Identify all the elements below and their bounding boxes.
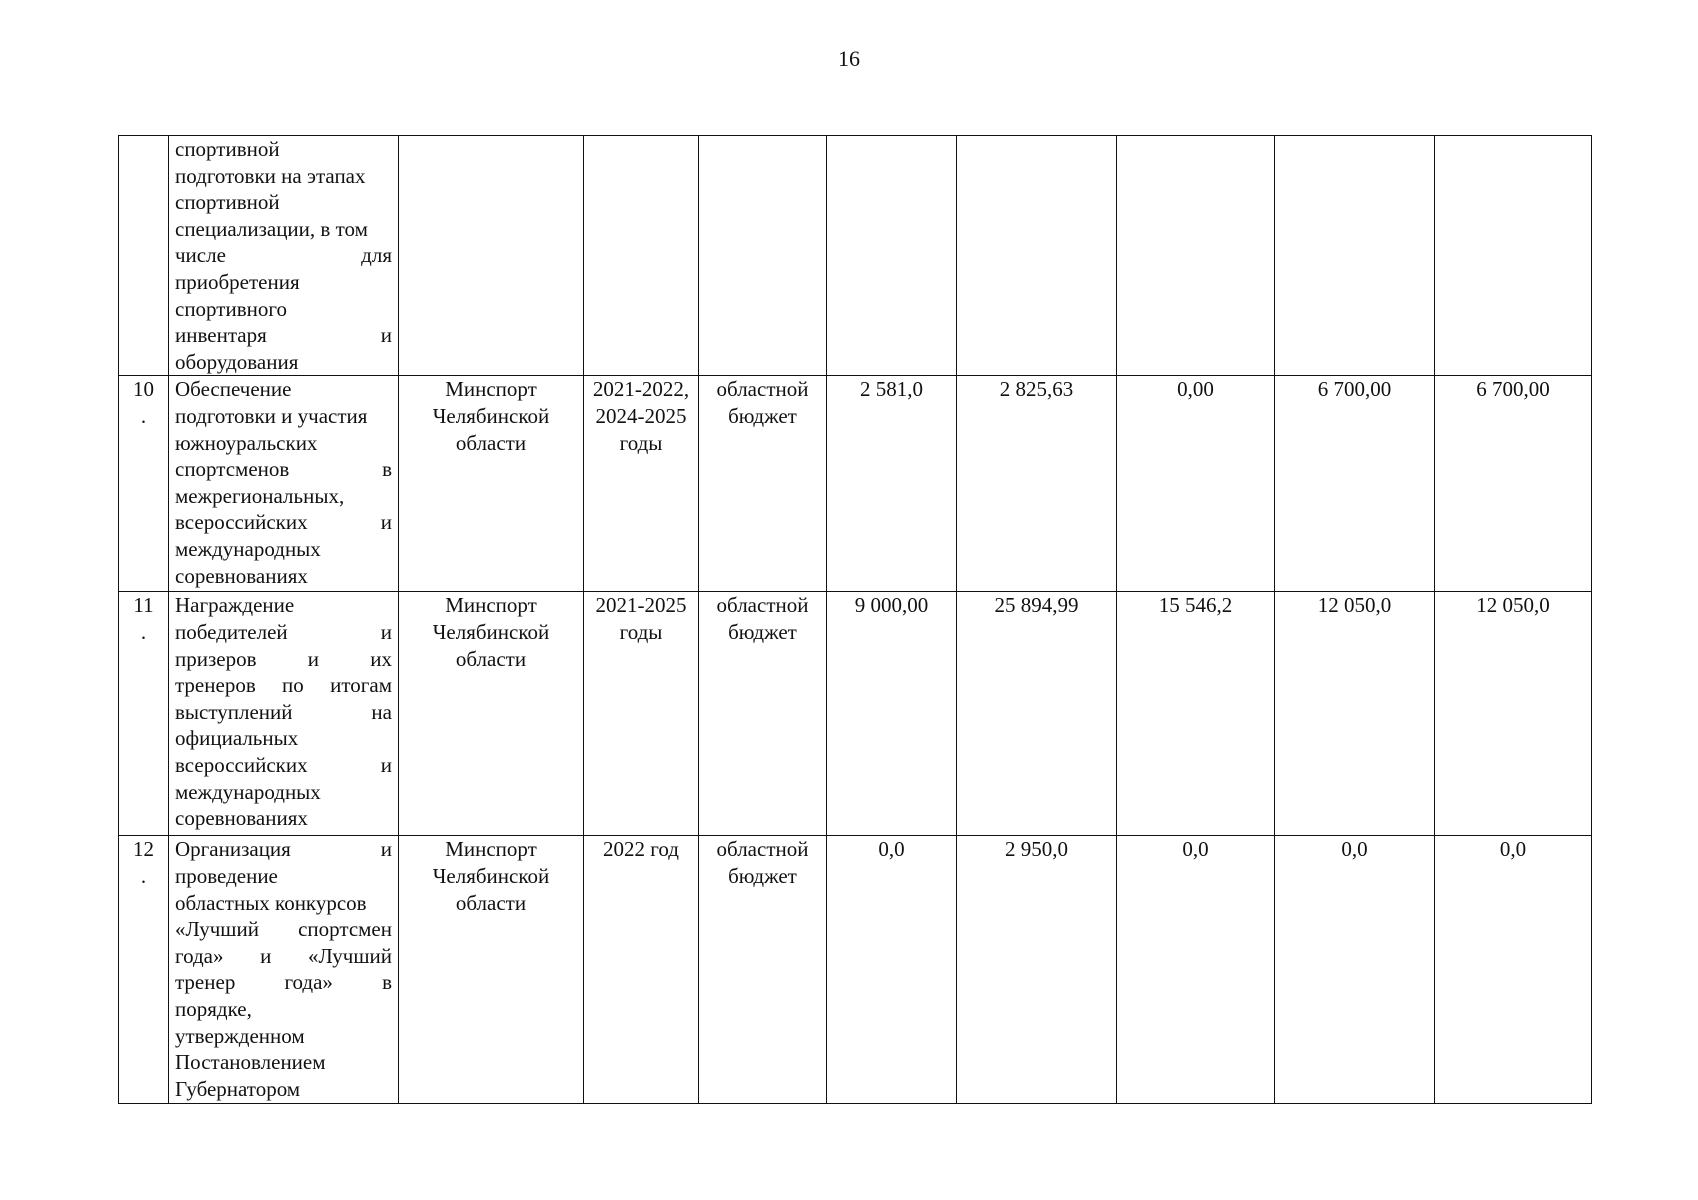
amount-cell: 15 546,2 [1117, 592, 1275, 836]
amount-cell: 6 700,00 [1275, 376, 1435, 592]
measure-name-line: выступлений на [175, 699, 392, 724]
measure-name-line: Организация и [175, 837, 392, 862]
executor-cell: Минспорт Челябинской области [399, 836, 584, 1104]
measure-name-line: утвержденном [175, 1023, 305, 1048]
measure-name-line: оборудования [175, 349, 299, 374]
measure-name [169, 592, 399, 836]
measure-name-line: спортивной [175, 190, 280, 215]
measure-name-line: Обеспечение [175, 377, 292, 402]
amount-cell: 9 000,00 [827, 592, 957, 836]
measure-name-line: Губернатором [175, 1076, 301, 1101]
amount-cell: 6 700,00 [1435, 376, 1592, 592]
amount-cell: 0,00 [1117, 376, 1275, 592]
measure-name [169, 136, 399, 376]
row-number [119, 592, 169, 836]
measure-name-line: тренер года» в [175, 970, 392, 995]
table-row [119, 836, 1592, 1104]
table-row [119, 592, 1592, 836]
measure-name-line: международных [175, 779, 321, 804]
measure-name-line: подготовки и участия [175, 403, 368, 428]
measure-name-line: инвентаря и [175, 323, 392, 348]
measure-name-line: специализации, в том [175, 216, 368, 241]
budget-table [118, 135, 1592, 1104]
row-number [119, 376, 169, 592]
amount-cell: 0,0 [827, 836, 957, 1104]
measure-name [169, 836, 399, 1104]
executor-cell: Минспорт Челябинской области [399, 376, 584, 592]
measure-name-line: официальных [175, 726, 299, 751]
row-number-dot: . [140, 403, 147, 428]
measure-name-line: областных конкурсов [175, 890, 367, 915]
measure-name-line: южноуральских [175, 430, 318, 455]
funding-source-cell: областной бюджет [699, 836, 827, 1104]
measure-name-line: Постановлением [175, 1050, 326, 1075]
row-number-value: 10 [133, 377, 154, 402]
measure-name-line: международных [175, 536, 321, 561]
measure-name-line: спортивного [175, 296, 287, 321]
measure-name-line: призеров и их [175, 646, 392, 671]
measure-name-line: спортивной [175, 137, 280, 161]
measure-name-line: соревнованиях [175, 563, 308, 588]
row-number [119, 836, 169, 1104]
amount-cell [1275, 136, 1435, 376]
measure-name-line: порядке, [175, 996, 252, 1021]
funding-source-cell: областной бюджет [699, 592, 827, 836]
measure-name-line: всероссийских и [175, 510, 392, 535]
executor-cell: Минспорт Челябинской области [399, 592, 584, 836]
row-number-value: 12 [133, 837, 154, 862]
amount-cell: 0,0 [1275, 836, 1435, 1104]
period-cell: 2022 год [584, 836, 699, 1104]
executor-cell [399, 136, 584, 376]
period-cell: 2021-2022, 2024-2025 годы [584, 376, 699, 592]
amount-cell: 25 894,99 [957, 592, 1117, 836]
row-number [119, 136, 169, 376]
measure-name-line: соревнованиях [175, 806, 308, 831]
row-number-value: 11 [133, 593, 154, 618]
amount-cell [827, 136, 957, 376]
measure-name-line: приобретения [175, 269, 300, 294]
amount-cell: 12 050,0 [1275, 592, 1435, 836]
period-cell: 2021-2025 годы [584, 592, 699, 836]
amount-cell: 2 581,0 [827, 376, 957, 592]
measure-name-line: победителей и [175, 619, 392, 644]
measure-name-line: межрегиональных, [175, 483, 345, 508]
funding-source-cell [699, 136, 827, 376]
measure-name-line: числе для [175, 243, 392, 268]
measure-name-line: подготовки на этапах [175, 163, 366, 188]
funding-source-cell: областной бюджет [699, 376, 827, 592]
amount-cell: 0,0 [1117, 836, 1275, 1104]
measure-name-line: «Лучший спортсмен [175, 917, 392, 942]
amount-cell [1117, 136, 1275, 376]
measure-name-line: всероссийских и [175, 752, 392, 777]
measure-name-line: тренеров по итогам [175, 673, 392, 698]
row-number-dot: . [140, 619, 147, 644]
measure-name-line: проведение [175, 863, 278, 888]
amount-cell [1435, 136, 1592, 376]
amount-cell: 0,0 [1435, 836, 1592, 1104]
table-row [119, 376, 1592, 592]
measure-name-line: Награждение [175, 593, 295, 618]
measure-name [169, 376, 399, 592]
period-cell [584, 136, 699, 376]
row-number-dot: . [140, 863, 147, 888]
table-row [119, 136, 1592, 376]
amount-cell: 2 950,0 [957, 836, 1117, 1104]
amount-cell: 2 825,63 [957, 376, 1117, 592]
measure-name-line: года» и «Лучший [175, 943, 392, 968]
amount-cell: 12 050,0 [1435, 592, 1592, 836]
measure-name-line: спортсменов в [175, 457, 392, 482]
amount-cell [957, 136, 1117, 376]
page-number: 16 [838, 46, 860, 71]
